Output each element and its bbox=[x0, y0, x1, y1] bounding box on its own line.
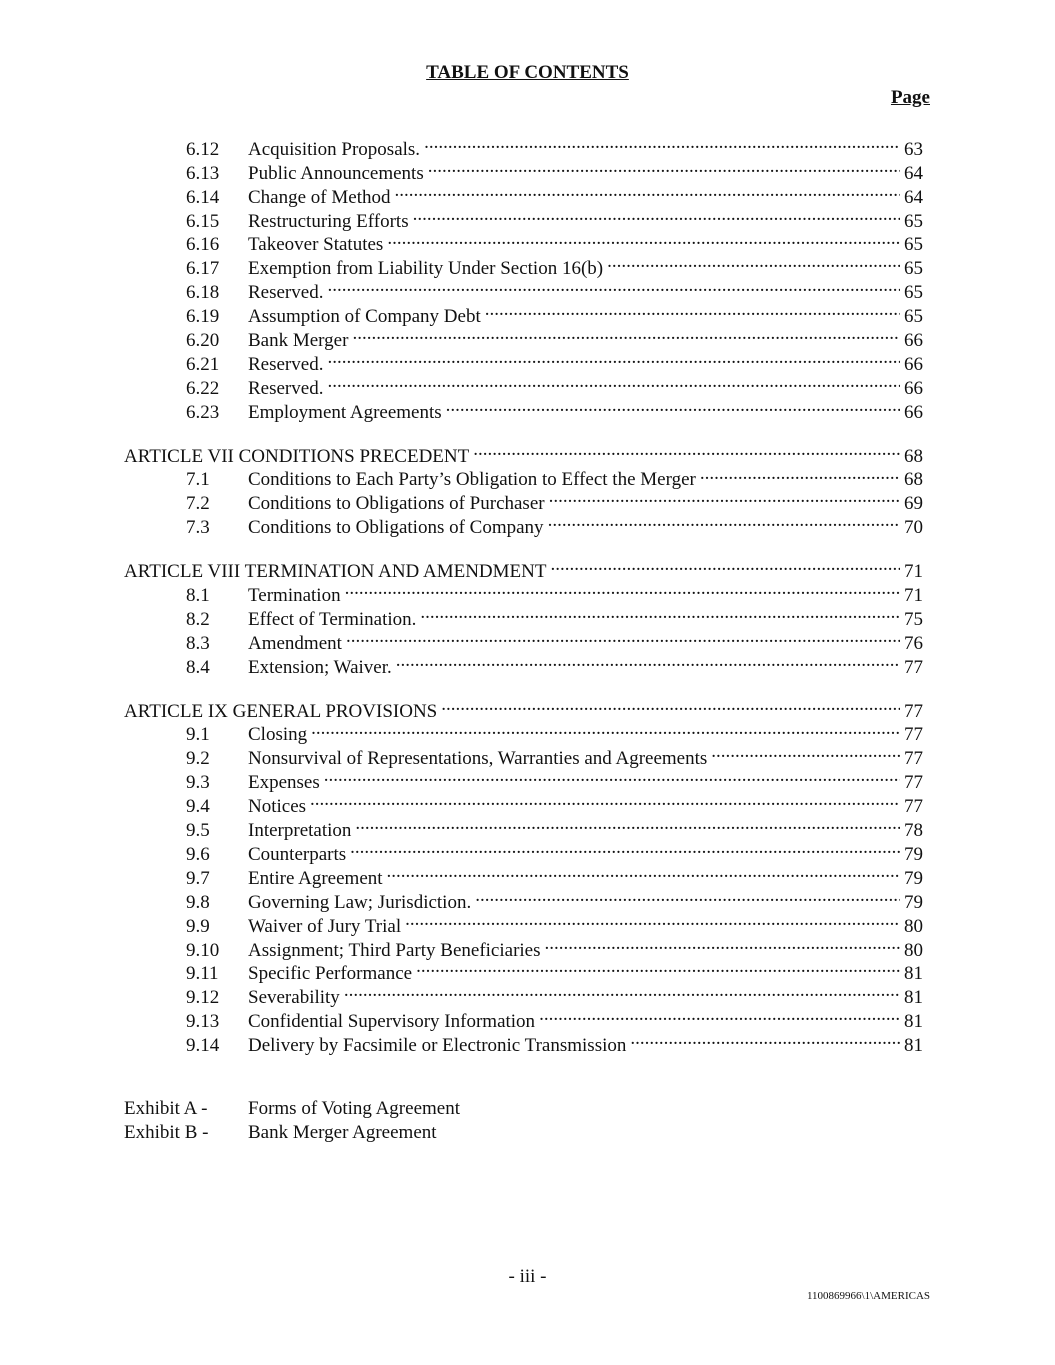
section-number: 6.19 bbox=[186, 306, 220, 328]
section-title: Acquisition Proposals. bbox=[248, 138, 421, 160]
section-number: 6.17 bbox=[186, 258, 220, 280]
section-number: 6.21 bbox=[186, 353, 220, 375]
page-number: 77 bbox=[904, 656, 923, 678]
page-number: 75 bbox=[904, 608, 923, 630]
page-number: 77 bbox=[904, 724, 923, 746]
page-number: 77 bbox=[904, 796, 923, 818]
dot-leader bbox=[420, 601, 900, 625]
section-number: 6.16 bbox=[186, 234, 220, 256]
page-number: 78 bbox=[904, 820, 923, 842]
page-number: 65 bbox=[904, 210, 923, 232]
section-title: Amendment bbox=[248, 632, 342, 654]
article-title: ARTICLE IX GENERAL PROVISIONS bbox=[124, 700, 438, 722]
section-title: Closing bbox=[248, 724, 308, 746]
page-number: 66 bbox=[904, 377, 923, 399]
section-title: Restructuring Efforts bbox=[248, 210, 409, 232]
section-title: Termination bbox=[248, 585, 341, 607]
section-title: Governing Law; Jurisdiction. bbox=[248, 891, 472, 913]
page-number: 63 bbox=[904, 138, 923, 160]
dot-leader bbox=[345, 577, 900, 601]
section-number: 8.1 bbox=[186, 585, 210, 607]
dot-leader bbox=[344, 979, 900, 1003]
page-number: 65 bbox=[904, 234, 923, 256]
dot-leader bbox=[485, 298, 900, 322]
section-number: 6.23 bbox=[186, 401, 220, 423]
page-number: 79 bbox=[904, 867, 923, 889]
section-number: 9.4 bbox=[186, 796, 210, 818]
section-number: 6.12 bbox=[186, 138, 220, 160]
section-number: 9.5 bbox=[186, 820, 210, 842]
page-number: 81 bbox=[904, 963, 923, 985]
section-title: Conditions to Obligations of Purchaser bbox=[248, 493, 545, 515]
section-number: 9.14 bbox=[186, 1035, 220, 1057]
article-title: ARTICLE VII CONDITIONS PRECEDENT bbox=[124, 445, 470, 467]
section-number: 7.2 bbox=[186, 493, 210, 515]
section-number: 9.11 bbox=[186, 963, 219, 985]
dot-leader bbox=[394, 179, 900, 203]
dot-leader bbox=[311, 717, 900, 741]
dot-leader bbox=[405, 908, 900, 932]
section-number: 9.12 bbox=[186, 987, 220, 1009]
section-title: Conditions to Each Party’s Obligation to Effect the Merger bbox=[248, 469, 696, 491]
dot-leader bbox=[428, 155, 900, 179]
page-number: 76 bbox=[904, 632, 923, 654]
dot-leader bbox=[396, 649, 900, 673]
dot-leader bbox=[441, 693, 900, 717]
page-column-label: Page bbox=[890, 87, 930, 108]
dot-leader bbox=[387, 860, 900, 884]
dot-leader bbox=[700, 462, 900, 486]
dot-leader bbox=[473, 438, 900, 462]
section-title: Reserved. bbox=[248, 353, 324, 375]
section-title: Severability bbox=[248, 987, 340, 1009]
page-number: 81 bbox=[904, 1011, 923, 1033]
section-title: Exemption from Liability Under Section 16(b) bbox=[248, 258, 604, 280]
page-number: 79 bbox=[904, 891, 923, 913]
page-number: 80 bbox=[904, 915, 923, 937]
dot-leader bbox=[424, 131, 900, 155]
section-title: Entire Agreement bbox=[248, 867, 383, 889]
dot-leader bbox=[346, 625, 900, 649]
section-number: 6.14 bbox=[186, 186, 220, 208]
section-title: Bank Merger bbox=[248, 330, 349, 352]
article-title: ARTICLE VIII TERMINATION AND AMENDMENT bbox=[124, 561, 547, 583]
section-number: 9.1 bbox=[186, 724, 210, 746]
toc-heading: TABLE OF CONTENTS bbox=[426, 62, 629, 83]
exhibit-title: Forms of Voting Agreement bbox=[248, 1098, 460, 1119]
page-number: 70 bbox=[904, 517, 923, 539]
exhibit-row[interactable] bbox=[124, 1121, 460, 1145]
dot-leader bbox=[711, 740, 900, 764]
dot-leader bbox=[352, 322, 900, 346]
section-title: Public Announcements bbox=[248, 162, 424, 184]
section-title: Extension; Waiver. bbox=[248, 656, 392, 678]
page-number: 79 bbox=[904, 843, 923, 865]
section-title: Delivery by Facsimile or Electronic Transmission bbox=[248, 1035, 627, 1057]
page-number: 81 bbox=[904, 1035, 923, 1057]
section-number: 9.9 bbox=[186, 915, 210, 937]
section-number: 9.8 bbox=[186, 891, 210, 913]
page-number: 68 bbox=[904, 469, 923, 491]
page-number: 77 bbox=[904, 700, 923, 722]
dot-leader bbox=[387, 227, 900, 251]
exhibit-label: Exhibit A - bbox=[124, 1098, 208, 1119]
section-number: 6.15 bbox=[186, 210, 220, 232]
dot-leader bbox=[539, 1003, 900, 1027]
page-number: 65 bbox=[904, 282, 923, 304]
dot-leader bbox=[413, 203, 900, 227]
section-number: 8.4 bbox=[186, 656, 210, 678]
page-number: 66 bbox=[904, 330, 923, 352]
dot-leader bbox=[550, 553, 900, 577]
dot-leader bbox=[548, 509, 900, 533]
section-title: Effect of Termination. bbox=[248, 608, 417, 630]
section-title: Specific Performance bbox=[248, 963, 413, 985]
page-number: 68 bbox=[904, 445, 923, 467]
section-title: Waiver of Jury Trial bbox=[248, 915, 402, 937]
dot-leader bbox=[355, 812, 900, 836]
toc-list bbox=[124, 131, 923, 1057]
section-title: Employment Agreements bbox=[248, 401, 442, 423]
page-number: 66 bbox=[904, 353, 923, 375]
toc-article-row[interactable] bbox=[124, 553, 923, 583]
dot-leader bbox=[327, 346, 900, 370]
exhibit-label: Exhibit B - bbox=[124, 1121, 209, 1143]
section-number: 6.22 bbox=[186, 377, 220, 399]
section-number: 9.2 bbox=[186, 748, 210, 770]
section-title: Reserved. bbox=[248, 377, 324, 399]
section-title: Counterparts bbox=[248, 843, 347, 865]
dot-leader bbox=[475, 884, 900, 908]
section-number: 6.20 bbox=[186, 330, 220, 352]
dot-leader bbox=[310, 788, 900, 812]
exhibit-title: Bank Merger Agreement bbox=[248, 1121, 437, 1143]
page-number: 71 bbox=[904, 585, 923, 607]
section-number: 7.3 bbox=[186, 517, 210, 539]
page-number: 64 bbox=[904, 162, 923, 184]
dot-leader bbox=[416, 956, 900, 980]
section-number: 9.6 bbox=[186, 843, 210, 865]
section-title: Nonsurvival of Representations, Warranties and Agreements bbox=[248, 748, 708, 770]
toc-article-row[interactable] bbox=[124, 693, 923, 722]
page-number: 64 bbox=[904, 186, 923, 208]
exhibit-row[interactable] bbox=[124, 1097, 460, 1121]
section-title: Expenses bbox=[248, 772, 320, 794]
dot-leader bbox=[607, 250, 900, 274]
dot-leader bbox=[350, 836, 900, 860]
dot-leader bbox=[327, 370, 900, 394]
page-number: 66 bbox=[904, 401, 923, 423]
section-number: 6.13 bbox=[186, 162, 220, 184]
dot-leader bbox=[446, 394, 900, 418]
section-number: 9.3 bbox=[186, 772, 210, 794]
section-title: Reserved. bbox=[248, 282, 324, 304]
section-number: 7.1 bbox=[186, 469, 210, 491]
section-title: Takeover Statutes bbox=[248, 234, 384, 256]
page-number: 65 bbox=[904, 258, 923, 280]
section-title: Confidential Supervisory Information bbox=[248, 1011, 536, 1033]
page-number: 71 bbox=[904, 561, 923, 583]
page-number: 81 bbox=[904, 987, 923, 1009]
section-number: 9.10 bbox=[186, 939, 220, 961]
exhibit-list bbox=[124, 1097, 460, 1145]
section-number: 9.7 bbox=[186, 867, 210, 889]
section-title: Interpretation bbox=[248, 820, 352, 842]
dot-leader bbox=[324, 764, 900, 788]
section-number: 6.18 bbox=[186, 282, 220, 304]
toc-article-row[interactable] bbox=[124, 438, 923, 467]
page-number: 77 bbox=[904, 772, 923, 794]
section-title: Conditions to Obligations of Company bbox=[248, 517, 544, 539]
page-number: 80 bbox=[904, 939, 923, 961]
section-number: 8.2 bbox=[186, 608, 210, 630]
footer-page-number: - iii - bbox=[508, 1266, 547, 1287]
section-number: 8.3 bbox=[186, 632, 210, 654]
dot-leader bbox=[630, 1027, 900, 1051]
section-title: Assumption of Company Debt bbox=[248, 306, 481, 328]
page-number: 65 bbox=[904, 306, 923, 328]
document-id: 1100869966\1\AMERICAS bbox=[806, 1290, 930, 1302]
dot-leader bbox=[545, 932, 900, 956]
toc-section-row[interactable] bbox=[124, 131, 923, 160]
page-number: 77 bbox=[904, 748, 923, 770]
page-number: 69 bbox=[904, 493, 923, 515]
section-title: Notices bbox=[248, 796, 307, 818]
section-title: Change of Method bbox=[248, 186, 391, 208]
dot-leader bbox=[549, 485, 900, 509]
dot-leader bbox=[327, 274, 900, 298]
section-title: Assignment; Third Party Beneficiaries bbox=[248, 939, 541, 961]
section-number: 9.13 bbox=[186, 1011, 220, 1033]
